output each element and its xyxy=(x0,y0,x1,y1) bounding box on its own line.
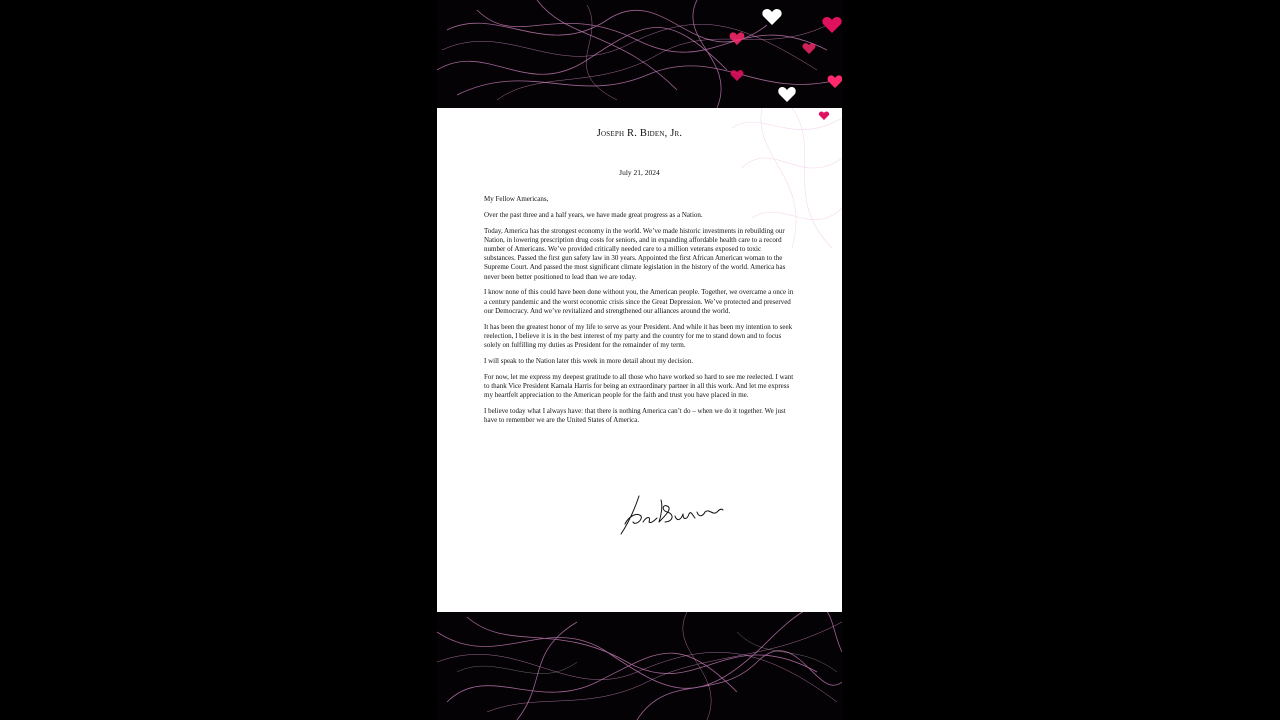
paragraph-achievements: Today, America has the strongest economy in the world. We’ve made historic investments in rebuilding our Nation, in lowering prescription drug costs for seniors, and in expanding affordable health care to a record number of Americans. We’ve provided critically needed care to a million veterans exposed to toxic substances. Passed the first gun safety law in 30 years. Appointed the first African American woman to the Supreme Court. And passed the most significant climate legislation in the history of the world. America has never been better positioned to lead than we are today. xyxy=(484,226,786,281)
hearts-cluster xyxy=(730,9,842,102)
letter-body xyxy=(484,195,794,432)
signature-drawing xyxy=(617,486,727,538)
heart-icon xyxy=(730,32,745,45)
paragraph-together: I know none of this could have been done without you, the American people. Together, we overcame a once in a century pandemic and the worst economic crisis since the Great Depression. We’ve protected and preserved our Democracy. And we’ve revitalized and strengthened our alliances around the world. xyxy=(484,288,794,315)
paragraph-speak: I will speak to the Nation later this week in more detail about my decision. xyxy=(484,356,693,365)
heart-icon xyxy=(828,75,842,88)
salutation: My Fellow Americans, xyxy=(484,195,549,203)
heart-icon xyxy=(819,112,829,120)
decorative-scribble-top xyxy=(437,0,842,108)
paragraph-gratitude: For now, let me express my deepest gratitude to all those who have worked so hard to see me reelected. I want to thank Vice President Kamala Harris for being an extraordinary partner in all this work. And let me express my heartfelt appreciation to the American people for the faith and trust you have placed in me. xyxy=(484,372,794,400)
heart-icon xyxy=(822,17,841,33)
paragraph-decision: It has been the greatest honor of my life to serve as your President. And while it has been my intention to seek reelection, I believe it is in the best interest of my party and the country for me to stand down and to focus solely on fulfilling my duties as President for the remainder of my term. xyxy=(484,322,793,350)
heart-icon xyxy=(731,70,744,81)
signature xyxy=(617,486,727,538)
letterhead: Joseph R. Biden, Jr. xyxy=(596,128,683,139)
heart-icon xyxy=(803,43,816,54)
scribble-art-top xyxy=(437,0,842,108)
scribble-art-bottom xyxy=(437,612,842,720)
paragraph-closing: I believe today what I always have: that there is nothing America can’t do – when we do it together. We just have to remember we are the United States of America. xyxy=(484,406,786,425)
letter-date: July 21, 2024 xyxy=(619,168,660,177)
decorative-scribble-bottom xyxy=(437,612,842,720)
heart-icon xyxy=(762,9,781,25)
heart-icon xyxy=(778,87,795,102)
letter-page xyxy=(437,108,842,612)
paragraph-progress: Over the past three and a half years, we have made great progress as a Nation. xyxy=(484,210,703,219)
